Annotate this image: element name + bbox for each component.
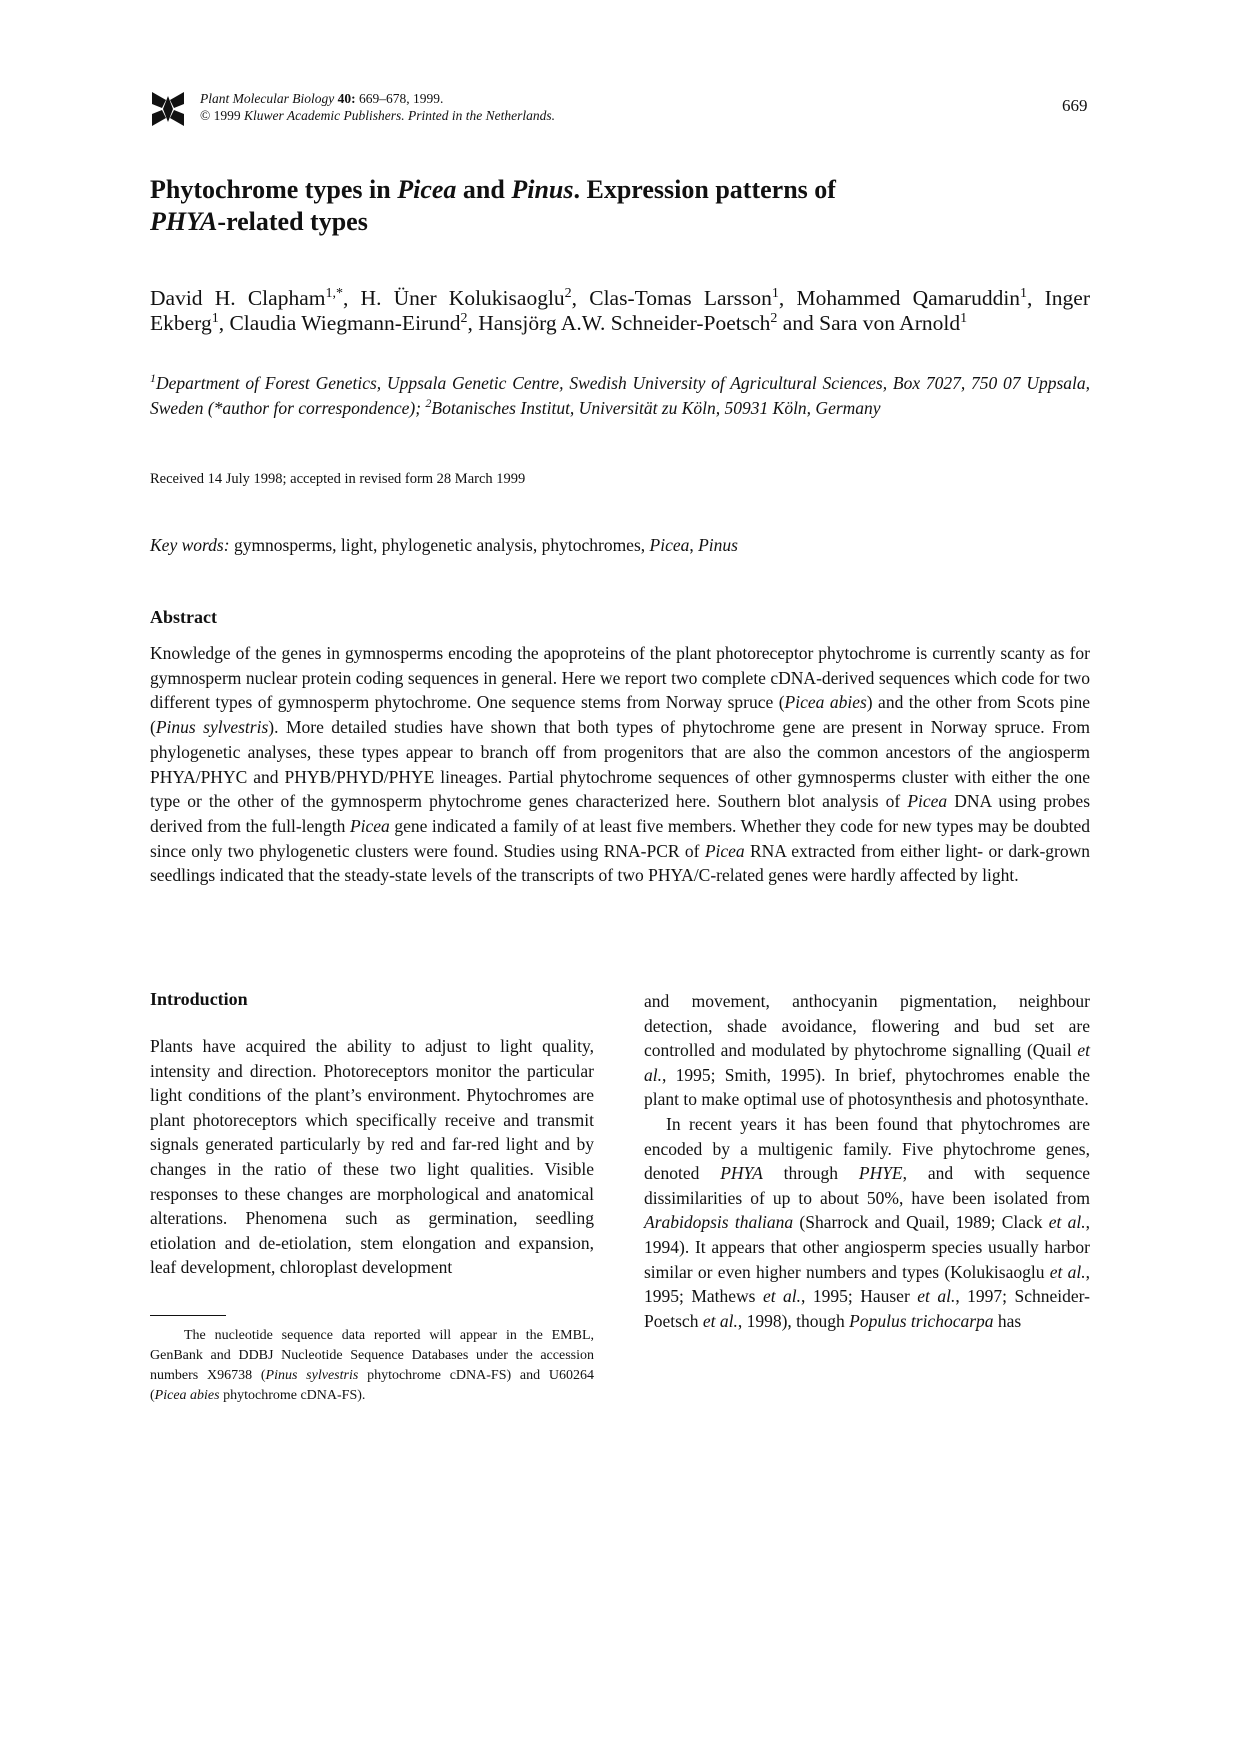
title-part: Phytochrome types in xyxy=(150,175,398,204)
journal-header xyxy=(200,90,555,124)
title-part: . Expression patterns of xyxy=(573,175,836,204)
author-list xyxy=(150,286,1090,336)
publisher-logo xyxy=(150,88,186,130)
paper-title xyxy=(150,174,1110,238)
author-affiliation-mark: 2 xyxy=(770,310,778,326)
text-part: (Sharrock and Quail, 1989; Clack xyxy=(793,1212,1049,1233)
author-affiliation-mark: 1 xyxy=(771,285,779,301)
affiliation-2: Botanisches Institut, Universität zu Köln, 50931 Köln, Germany xyxy=(431,398,881,418)
text-part: PHYE xyxy=(858,1163,903,1184)
received-dates: Received 14 July 1998; accepted in revised form 28 March 1999 xyxy=(150,471,526,487)
affiliation-1: Department of Forest Genetics, Uppsala Genetic Centre, Swedish University of Agricultural Sciences, Box 7027, 750 07 Uppsala, Sweden (*author for correspondence); xyxy=(150,373,1090,418)
keywords xyxy=(150,535,738,556)
journal-line-2 xyxy=(200,107,555,124)
abstract-part: gene indicated a family of at least five members. Whether they code for new types may be doubted since only two phylogenetic clusters were found. Studies using RNA-PCR of xyxy=(150,815,1090,861)
author: and Sara von Arnold xyxy=(777,311,961,335)
title-part: and xyxy=(456,175,512,204)
journal-pages: 669–678, 1999. xyxy=(358,91,444,106)
footnote-part: The nucleotide sequence data reported will appear in the EMBL, GenBank and DDBJ Nucleotide Sequence Databases under the accession numbers X96738 ( xyxy=(150,1328,594,1383)
text-part: et al. xyxy=(762,1286,802,1307)
keywords-label: Key words: xyxy=(150,535,230,555)
abstract-part: Picea xyxy=(907,791,948,812)
text-part: et al. xyxy=(1048,1212,1086,1233)
text-part: et al. xyxy=(917,1286,956,1307)
author: , H. Üner Kolukisaoglu xyxy=(342,286,565,310)
author: , Hansjörg A.W. Schneider-Poetsch xyxy=(467,311,771,335)
abstract-text xyxy=(150,641,1090,888)
abstract-part: Pinus sylvestris xyxy=(155,717,269,738)
text-part: has xyxy=(993,1310,1022,1331)
copyright-symbol: © xyxy=(200,108,211,123)
abstract-part: Picea abies xyxy=(784,692,867,713)
journal-name: Plant Molecular Biology xyxy=(200,91,335,106)
publisher-name: Kluwer Academic Publishers. xyxy=(244,108,405,123)
text-part: PHYA xyxy=(720,1163,763,1184)
affiliation-mark: 1 xyxy=(150,371,156,386)
author-affiliation-mark: 2 xyxy=(460,310,468,326)
affiliation-mark: 2 xyxy=(425,396,432,411)
title-part: Pinus xyxy=(511,175,574,204)
author-affiliation-mark: 1 xyxy=(211,310,219,326)
author-affiliation-mark: 1 xyxy=(1020,285,1028,301)
text-part: , 1995; Smith, 1995). In brief, phytochromes enable the plant to make optimal use of photosynthesis and photosynthate. xyxy=(644,1064,1090,1110)
text-part: , 1995; Mathews xyxy=(644,1261,1091,1307)
footnote-part: phytochrome cDNA-FS). xyxy=(219,1388,366,1403)
journal-line-1 xyxy=(200,90,555,107)
footnote-part: phytochrome cDNA-FS) and U60264 ( xyxy=(150,1368,594,1403)
title-part: Picea xyxy=(397,175,457,204)
title-part: PHYA xyxy=(150,207,218,236)
keywords-text: gymnosperms, light, phylogenetic analysis, phytochromes, xyxy=(229,535,650,555)
text-part: et al. xyxy=(644,1040,1090,1085)
author: , Mohammed Qamaruddin xyxy=(778,286,1021,310)
text-part: , 1998), though xyxy=(737,1310,850,1331)
keywords-text: Picea xyxy=(649,535,690,555)
text-part: In recent years it has been found that phytochromes are encoded by a multigenic family. Five phytochrome genes, denoted xyxy=(644,1113,1090,1184)
text-part: Populus trichocarpa xyxy=(849,1310,994,1331)
introduction-heading: Introduction xyxy=(150,989,248,1009)
keywords-text: Pinus xyxy=(698,535,738,555)
footnote-part: Picea abies xyxy=(154,1388,220,1403)
author-affiliation-mark: 1,* xyxy=(325,285,343,301)
page-number: 669 xyxy=(1062,96,1088,115)
author-affiliation-mark: 1 xyxy=(960,310,968,326)
footnote-divider xyxy=(150,1315,226,1316)
abstract-part: Picea xyxy=(704,840,745,861)
copyright-year: 1999 xyxy=(213,108,241,123)
text-part: , 1995; Hauser xyxy=(801,1286,918,1307)
text-part: through xyxy=(762,1163,859,1184)
text-part: et al. xyxy=(702,1310,738,1331)
text-part: , 1994). It appears that other angiosperm species usually harbor similar or even higher numbers and types (Kolukisaoglu xyxy=(644,1212,1091,1282)
printed-note: Printed in the Netherlands. xyxy=(408,108,555,123)
keywords-text: , xyxy=(689,535,699,555)
intro-paragraph xyxy=(644,989,1090,1112)
footnote-part: Pinus sylvestris xyxy=(265,1368,359,1383)
intro-paragraph xyxy=(644,1112,1090,1333)
author: , Clas-Tomas Larsson xyxy=(571,286,772,310)
journal-volume: 40: xyxy=(337,91,356,106)
author: , Claudia Wiegmann-Eirund xyxy=(218,311,461,335)
author-affiliation-mark: 2 xyxy=(564,285,572,301)
footnote xyxy=(150,1326,594,1406)
abstract-part: Knowledge of the genes in gymnosperms encoding the apoproteins of the plant photoreceptor phytochrome is currently scanty as for gymnosperm nuclear protein coding sequences in general. Here we report two complete cDNA-derived sequences which code for two different types of gymnosperm phytochrome. One sequence stems from Norway spruce ( xyxy=(150,643,1090,713)
introduction-left-column: Plants have acquired the ability to adjust to light quality, intensity and direction. Photoreceptors monitor the particular light conditions of the plant’s environment. Phytochromes are plant photoreceptors which specifically receive and transmit signals generated particularly by red and far-red light and by changes in the ratio of these two light qualities. Visible responses to these changes are morphological and anatomical alterations. Phenomena such as germination, seedling etiolation and de-etiolation, stem elongation and expansion, leaf development, chloroplast development xyxy=(150,1036,594,1278)
abstract-part: ) and the other from Scots pine ( xyxy=(150,692,1090,738)
title-part: -related types xyxy=(217,207,368,236)
text-part: Arabidopsis thaliana xyxy=(644,1212,794,1233)
introduction-right-column xyxy=(644,989,1090,1333)
text-part: et al. xyxy=(1049,1261,1086,1282)
abstract-part: RNA extracted from either light- or dark-grown seedlings indicated that the steady-state levels of the transcripts of two PHYA/C-related genes were hardly affected by light. xyxy=(150,840,1090,886)
abstract-part: DNA using probes derived from the full-length xyxy=(150,791,1091,836)
text-part: and movement, anthocyanin pigmentation, neighbour detection, shade avoidance, flowering and bud set are controlled and modulated by phytochrome signalling (Quail xyxy=(644,991,1090,1061)
author: , Inger Ekberg xyxy=(150,286,1090,335)
abstract-part: ). More detailed studies have shown that both types of phytochrome gene are present in Norway spruce. From phylogenetic analyses, these types appear to branch off from progenitors that are also the common ancestors of the angiosperm PHYA/PHYC and PHYB/PHYD/PHYE lineages. Partial phytochrome sequences of other gymnosperms cluster with either the one type or the other of the gymnosperm phytochrome genes characterized here. Southern blot analysis of xyxy=(150,717,1090,812)
text-part: , and with sequence dissimilarities of up to about 50%, have been isolated from xyxy=(644,1163,1090,1208)
abstract-heading: Abstract xyxy=(150,607,217,627)
affiliations xyxy=(150,371,1090,421)
author: David H. Clapham xyxy=(150,286,326,310)
abstract-part: Picea xyxy=(349,815,390,836)
text-part: , 1997; Schneider-Poetsch xyxy=(644,1286,1090,1331)
